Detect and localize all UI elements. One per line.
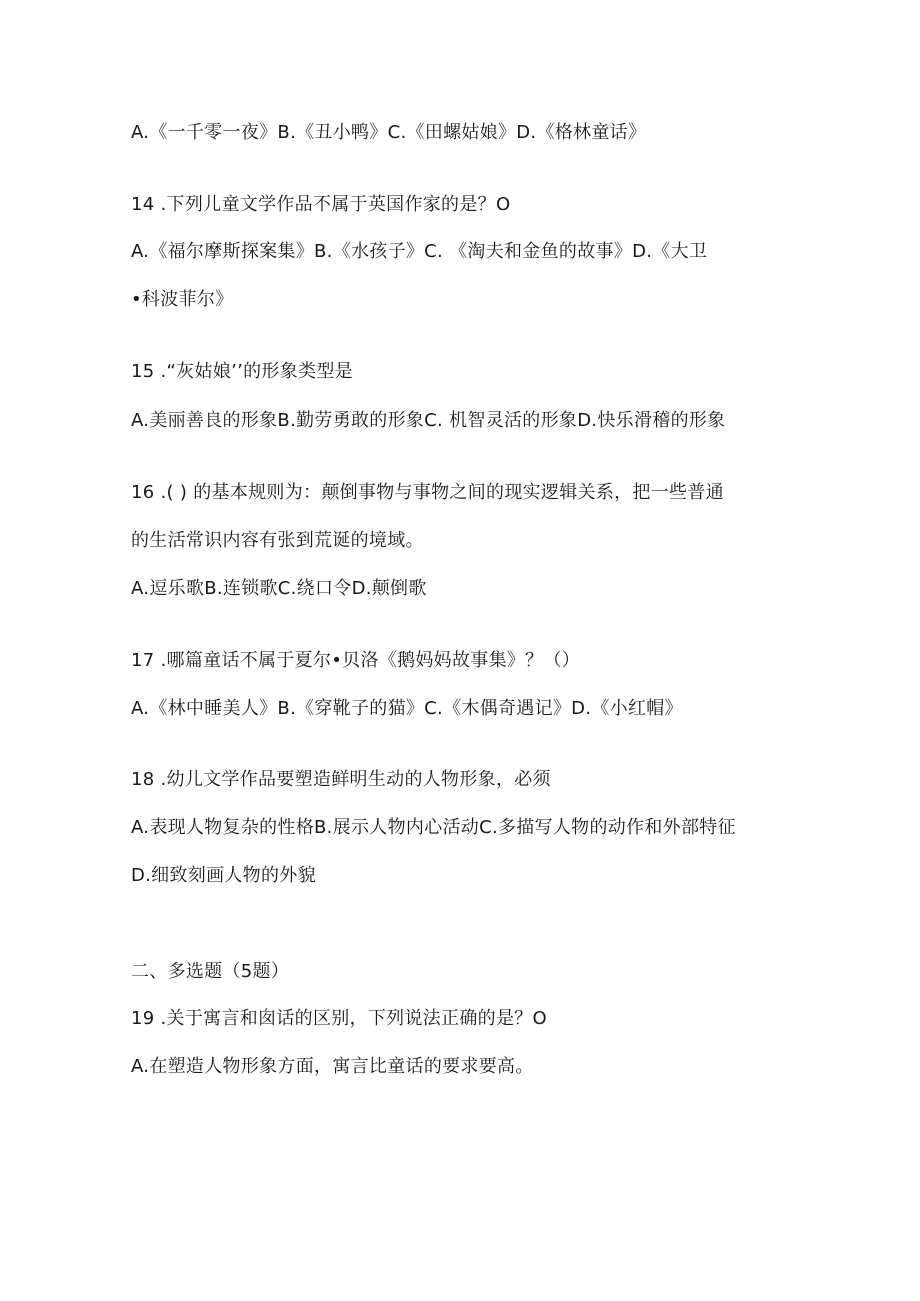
q14-stem: 14 .下列儿童文学作品不属于英国作家的是？O bbox=[131, 194, 511, 215]
q18-stem: 18 .幼儿文学作品要塑造鲜明生动的人物形象，必须 bbox=[131, 769, 551, 790]
q17-stem: 17 .哪篇童话不属于夏尔•贝洛《鹅妈妈故事集》？（） bbox=[131, 650, 581, 671]
q14-options-line2: •科波菲尔》 bbox=[131, 289, 234, 310]
q18-options-line2: D.细致刻画人物的外貌 bbox=[131, 865, 316, 886]
q16-stem-line2: 的生活常识内容有张到荒诞的境域。 bbox=[131, 530, 424, 551]
q17-options: A.《林中睡美人》B.《穿靴子的猫》C.《木偶奇遇记》D.《小红帽》 bbox=[131, 698, 683, 719]
q19-stem: 19 .关于寓言和囱话的区别，下列说法正确的是？O bbox=[131, 1008, 548, 1029]
q19-option-a: A.在塑造人物形象方面，寓言比童话的要求要高。 bbox=[131, 1056, 534, 1077]
section2-heading: 二、多选题（5题） bbox=[131, 961, 290, 982]
q15-stem: 15 .“灰姑娘’’的形象类型是 bbox=[131, 361, 353, 382]
q18-options-line1: A.表现人物复杂的性格B.展示人物内心活动C.多描写人物的动作和外部特征 bbox=[131, 817, 736, 838]
q16-stem-line1: 16 .( ) 的基本规则为：颠倒事物与事物之间的现实逻辑关系，把一些普通 bbox=[131, 482, 724, 503]
q14-options-line1: A.《福尔摩斯探案集》B.《水孩子》C. 《淘夫和金鱼的故事》D.《大卫 bbox=[131, 241, 708, 262]
q15-options: A.美丽善良的形象B.勤劳勇敢的形象C. 机智灵活的形象D.快乐滑稽的形象 bbox=[131, 410, 726, 431]
q13-options: A.《一千零一夜》B.《丑小鸭》C.《田螺姑娘》D.《格林童话》 bbox=[131, 122, 647, 143]
q16-options: A.逗乐歌B.连锁歌C.绕口令D.颠倒歌 bbox=[131, 578, 427, 599]
